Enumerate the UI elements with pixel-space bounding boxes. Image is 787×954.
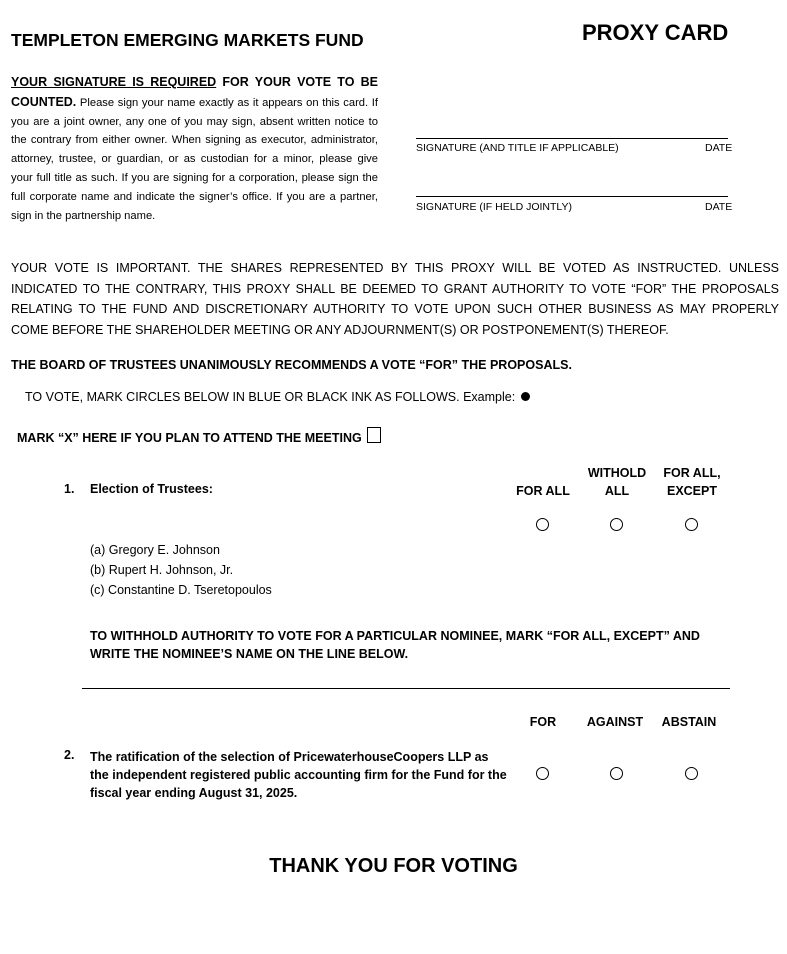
- column-withold-all-line2: ALL: [604, 484, 630, 498]
- column-for-all-except: [652, 464, 732, 500]
- signature-line-primary[interactable]: [416, 138, 728, 139]
- proposal-1-withold-all-radio[interactable]: [610, 518, 623, 531]
- attend-meeting-checkbox[interactable]: [367, 427, 381, 443]
- board-recommendation: THE BOARD OF TRUSTEES UNANIMOUSLY RECOMMENDS A VOTE “FOR” THE PROPOSALS.: [11, 358, 572, 372]
- filled-circle-example-icon: [521, 392, 530, 401]
- column-for-all-except-line1: FOR ALL,: [663, 466, 721, 480]
- column-for-all-line1: [503, 464, 583, 482]
- signature-label-joint: SIGNATURE (IF HELD JOINTLY): [416, 201, 572, 213]
- fund-name: TEMPLETON EMERGING MARKETS FUND: [11, 30, 364, 50]
- signature-required-rest: FOR YOUR VOTE TO BE COUNTED.: [11, 75, 379, 109]
- attend-meeting-line: [17, 427, 381, 445]
- signature-line-joint[interactable]: [416, 196, 728, 197]
- nominee-b: (b) Rupert H. Johnson, Jr.: [90, 563, 234, 577]
- nominee-a: (a) Gregory E. Johnson: [90, 543, 220, 557]
- vote-important-paragraph: YOUR VOTE IS IMPORTANT. THE SHARES REPRESENTED BY THIS PROXY WILL BE VOTED AS INSTRUCTED. UNLESS INDICATED TO THE CONTRARY, THIS PROXY SHALL BE DEEMED TO GRANT AUTHORITY TO VOTE “FOR” THE PROPOSALS RELATING TO THE FUND AND DISCRETIONARY AUTHORITY TO VOTE UPON SUCH OTHER BUSINESS AS MAY PROPERLY COME BEFORE THE SHAREHOLDER MEETING OR ANY ADJOURNMENT(S) OR POSTPONEMENT(S) THEREOF.: [11, 261, 779, 337]
- nominee-c: (c) Constantine D. Tseretopoulos: [90, 583, 272, 597]
- date-label-primary: DATE: [705, 142, 733, 154]
- proposal-1-for-all-except-radio[interactable]: [685, 518, 698, 531]
- nominee-write-in-line[interactable]: [82, 688, 730, 689]
- column-for-all: [503, 464, 583, 500]
- voting-instruction: TO VOTE, MARK CIRCLES BELOW IN BLUE OR BLACK INK AS FOLLOWS. Example:: [25, 390, 516, 404]
- date-label-joint: DATE: [705, 201, 733, 213]
- column-for-all-line2: FOR ALL: [516, 484, 570, 498]
- proposal-1-title: Election of Trustees:: [90, 482, 213, 496]
- column-for-all-except-line2: EXCEPT: [666, 484, 717, 498]
- voting-instruction-line: [25, 390, 530, 404]
- proxy-card-title: PROXY CARD: [582, 20, 729, 45]
- thank-you-footer: THANK YOU FOR VOTING: [269, 855, 518, 877]
- column-withold-all-line1: WITHOLD: [587, 466, 647, 480]
- signature-label-primary: SIGNATURE (AND TITLE IF APPLICABLE): [416, 142, 619, 154]
- proposal-2-abstain-radio[interactable]: [685, 767, 698, 780]
- proposal-1-for-all-radio[interactable]: [536, 518, 549, 531]
- column-abstain: ABSTAIN: [661, 715, 717, 729]
- column-withold-all: [577, 464, 657, 500]
- attend-meeting-label: MARK “X” HERE IF YOU PLAN TO ATTEND THE MEETING: [17, 431, 362, 445]
- proposal-2-text: The ratification of the selection of PricewaterhouseCoopers LLP as the independent registered public accounting firm for the Fund for the fiscal year ending August 31, 2025.: [90, 750, 507, 800]
- proposal-2-for-radio[interactable]: [536, 767, 549, 780]
- proposal-2-number: 2.: [64, 748, 75, 762]
- signature-instructions: [11, 73, 378, 225]
- signature-required-underlined: YOUR SIGNATURE IS REQUIRED: [11, 75, 217, 89]
- withhold-instruction: TO WITHHOLD AUTHORITY TO VOTE FOR A PARTICULAR NOMINEE, MARK “FOR ALL, EXCEPT” AND WRITE THE NOMINEE’S NAME ON THE LINE BELOW.: [90, 629, 700, 661]
- column-for: FOR: [529, 715, 557, 729]
- signature-instructions-body: Please sign your name exactly as it appears on this card. If you are a joint owner, any one of you may sign, absent written notice to the contrary from either owner. When signing as executor, administrator, attorney, trustee, or guardian, or as custodian for a minor, please give your full title as such. If you are signing for a corporation, please sign the full corporate name and indicate the signer’s office. If you are a partner, sign in the partnership name.: [11, 96, 378, 222]
- proposal-2-against-radio[interactable]: [610, 767, 623, 780]
- column-against: AGAINST: [586, 715, 644, 729]
- proposal-1-number: 1.: [64, 482, 75, 496]
